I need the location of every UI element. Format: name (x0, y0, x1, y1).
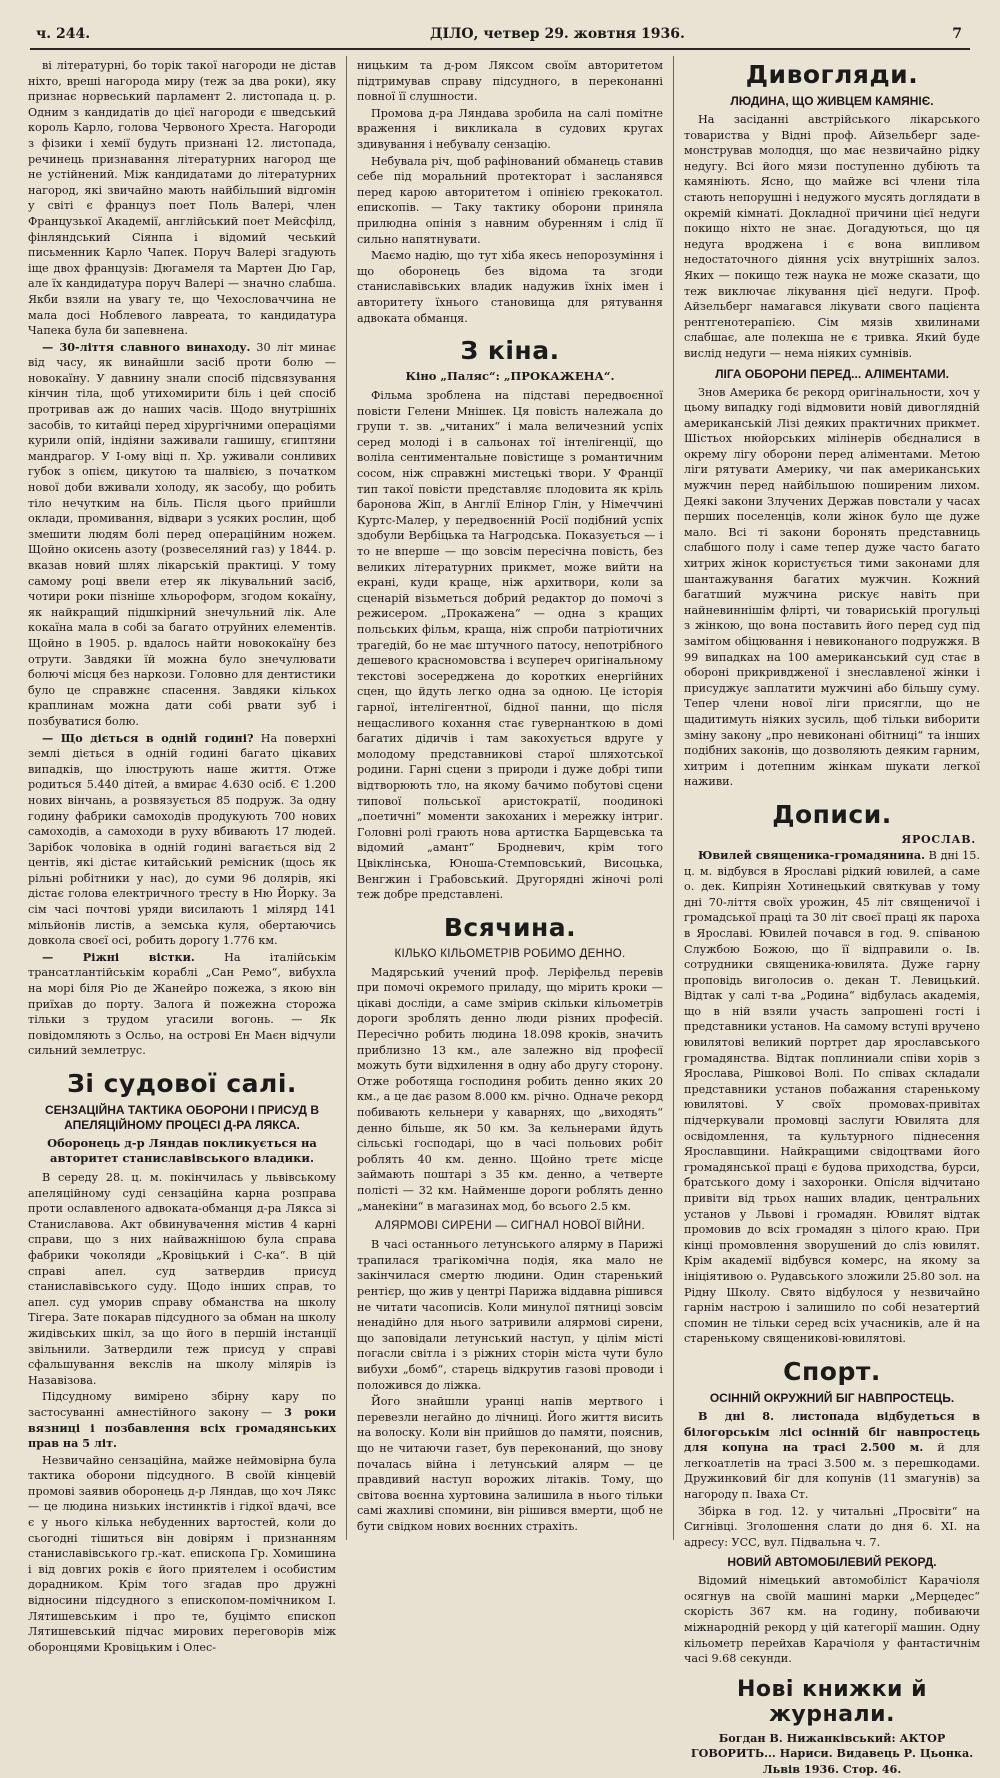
column-2 (357, 58, 663, 1540)
car-record-article: Відомий німецький автомобіліст Карачіоля осягнув на своїй машині марки „Мерцедес“ скорість 367 км. на годину, побиваючи міжнародній рекорд у цій категорії машин. Одну кільометр перейхав Карачіоля у фантастичнім часі 9.68 секунди. (684, 1574, 980, 1666)
cross-country-lead: В дні 8. листопада відбудеться в білогорськім лісі осінній біг навпростець для копуна на трасі 2.500 м. (684, 1408, 980, 1455)
news-item-painkiller (28, 340, 336, 730)
alimony-league-article: Знов Америка бє рекорд оригінальности, хоч у цьому випадку годі відмовити новій дивоглядній американській Лізі деяких практичних прикмет. Шістьох нюйорських мілінерів обєдналися в окрему лігу оборони перед аліментами. Метою ліги рятувати Америку, чи пак американських мужчин перед найбільшою поширеним лихом. Деякі закони Злучених Держав повстали у часах перших поселенців, коли жінок було ще дуже мало. Всі ті закони боронять представниць слабшого полу і саме тепер дуже часто багато хитрих жінок користується тими законами для шантажування багатих мужчин. Кожний багатший мужчина рискує навіть при найневиннішім флірті, чи товариській прогульці з жінкою, що вона поставить його перед суд під замітом обіцювання і невиконаного подружжя. В 99 випадках на 100 американський суд стає в обороні прикривдженої і знеславленої жінки і присуджує заплатити мужчині або більшу суму. Тепер члени нової ліги присягли, що не щадитимуть ніяких зусиль, щоб тільки виборити зміну закону „про невиконані обітниці“ та інших подібних законів, що дозволяють деяким гарним, хитрим і дотепним жінкам шукати легкої наживи. (684, 385, 980, 789)
section-heading-misc: Всячина. (443, 912, 577, 942)
report-text: В дні 15. ц. м. відбувся в Ярославі рідкий ювилей, а саме о. дек. Кипріян Хотинецький святкував у тому дні 70-ліття своїх урожин, 45 літ священичої і громадської праці та 30 літ своєї праці як пароха в Ярославі. Ювилей почався в год. 9. співаною Службою Божою, що її відправили о. Ів. сотрудники священика-ювилята. Дуже гарну проповідь виголосив о. декан Т. Левицький. Відтак у салі т-ва „Родина“ відбулась академія, що в ній взяли участь запрошені гості і представники установ. На самому вступі вручено ювилятові великий портрет дар ярославського громадянства. Відтак поплиниали співи хорів з Ярослава, Рішковоі Волі. По співах складали представники установ побажання старенькому ювилятові. У своїх промовах-привітах підчеркували промовці заслуги Ювилята для освідомлення, та культурного піднесення Ярославщини. Найкращими свідоцтвами його громадянської праці є будова приходства, бурси, братського дому і захоронки. Опісля відчитано привіти від трьох наших владик, центральних установ у Львові і громадян. Ювилят відтак промовив до всіх громадян з цілого краю. При кінці промовлення зворушений до сліз ювилят. Крім академії відбувся комерс, на якому за ініціятивою о. Рудавського зложили 25.80 зол. на Рідну Школу. Свято відбулося у незвичайно гарнім настрою і залишило по собі незатертий спомин не тільки серед всіх учасників, але й на старенькому священикові-ювилятові. (684, 848, 980, 1346)
column-divider-1 (346, 56, 347, 1540)
court-paragraph: В середу 28. ц. м. покінчилась у львівському апеляційному суді сензаційна карна розправа проти ославленого адвоката-обманця д-ра Лякса зі Станиславова. Акт обвинувачення містив 4 карні справи, що з них найважнішою була справа фабрики чоколяди „Кровіцький і С-ка“. В цій справі апел. суд затвердив присуд станиславівського суду. Щодо інших справ, то апел. суд уморив справу обманства на школу Тігера. Зате покарав підсудного за обман на школу жидівських шкіл, за що його в першій інстанції звільнили. Затвердили теж присуд у справі сфальшування векслів на школу мілярів із Назавізова. (28, 1171, 336, 1387)
stone-man-article: На засіданні австрійського лікарського товариства у Відні проф. Айзельберг задемонстрував молодця, що має незвичайно рідку недугу. Всі його мязи поступенно дубіють та камяніють. Ясно, що майже всі члени тіла стають непорушні і недужого мусять доглядати в окремій кімнаті. Докладної причини цієї недуги покищо ніхто не знає. Догадуються, що ця недуга вроджена і є вона випливом недостаточного діяння усіх внутрішніх залоз. Яких — покищо теж наука не може сказати, що теж виключає лікування цієї недуги. Проф. Айзельберг намагався лікувати свого пацієнта рентгенотерапією. Сім мязів хвилинами слабшає, але полекша не є тривка. Який буде вислід недуги — нема ніяких сумнівів. (684, 113, 980, 360)
cross-country-registration: Збірка в год. 12. у читальні „Просвіти“ на Сигнівці. Зголошення слати до дня 6. XI. на адресу: УСС, вул. Підвальна ч. 7. (684, 1504, 980, 1549)
article-title-court: СЕНЗАЦІЙНА ТАКТИКА ОБОРОНИ І ПРИСУД В АПЕЛЯЦІЙНОМУ ПРОЦЕСІ Д-РА ЛЯКСА. (45, 1103, 319, 1132)
cinema-review: Фільма зроблена на підставі передвоєнної повісти Гелени Мнішек. Ця повість належала до групи т. зв. „читаних“ і мала величезний успіх серед молоді і в сальонах тої інтелігенції, що воліла сентиментальне повістище з романтичним сосом, ніж справжні мистецькі твори. У Франції тип такої повісти представляє плодовита як кріль баронова Жіп, в Англії Елінор Глін, у Німеччині Куртс-Малер, у передвоєнній Росії подібний успіх здобули Вербіцька та Нагродська. Показується — і то не вперше — що зовсім пересічна повість, без великих літературних прикмет, може вийти на екрані, куди краще, ніж архитвори, коли за сценарій візьметься добрий редактор до помочі з режисером. „Прокажена“ — одна з кращих польських фільм, краща, ніж спроби патріотичних трагедій, бо не має штучного патосу, непотрібного дешевого красномовства і всупереч оригінальному текстові зосереджена до коротких енергійних сцен, що йдуть легко одна за одною. Це історія гарної, інтелігентної, бідної панни, що після нещасливого кохання стає гувернанткою в домі багатих дідичів і там закохується вдруге у молодому представникові старої шляхотської родини. Гарні сцени з природи і дуже добрі типи відтворюють тло, на якому бачимо побутові сцени типової польської аристократії, поодинокі „поетичні“ моменти закоханих і мережку інтриг. Головні ролі грають нова артистка Барщевська та відомий „амант“ Бродневич, крім того Цвіклінська, Юноша-Стемповський, Висоцька, Венгжин і Грабовський. Другорядні жіночі ролі теж добре представлені. (357, 389, 663, 902)
court-continuation: Промова д-ра Ляндава зробила на салі помітне враження і викликала в судових кругах здивування і небувалу сензацію. (357, 106, 663, 151)
masthead-date: ДІЛО, четвер 29. жовтня 1936. (430, 26, 685, 42)
jubilee-report (684, 848, 980, 1347)
page-number: 7 (952, 26, 962, 42)
section-heading-wonders: Дивогляди. (745, 60, 919, 89)
verdict-sentence: 3 роки вязниці і позбавлення всіх громадянських прав на 5 літ. (28, 1404, 336, 1451)
issue-number: ч. 244. (36, 26, 91, 42)
cinema-subheading: Кіно „Паляс“: „ПРОКАЖЕНА“. (405, 369, 615, 384)
court-continuation: ницьким та д-ром Ляксом своїм авторитетом підтримував справу підсудного, в переконанні повної її слушности. (357, 59, 663, 104)
book-entry: Богдан В. Нижанківський: АКТОР ГОВОРИТЬ... Нариси. Видавець Р. Цьонка. Львів 1936. Стор. 46. (690, 1730, 974, 1777)
news-item-lead: — Що діється в одній годині? (42, 730, 254, 745)
cross-country-text: й для легкоатлетів на трасі 3.500 м. з перешкодами. Дружинковий біг для копунів (11 змагунів) за нагороду п. Іваха Ст. (684, 1441, 980, 1501)
cross-country-article (684, 1409, 980, 1503)
article-title-sirens: АЛЯРМОВІ СИРЕНИ — СИГНАЛ НОВОЇ ВІЙНИ. (375, 1220, 645, 1233)
article-title-stone-man: ЛЮДИНА, ЩО ЖИВЦЕМ КАМЯНІЄ. (730, 94, 934, 108)
column-divider-2 (673, 56, 674, 1540)
report-place: ЯРОСЛАВ. (901, 832, 976, 846)
court-paragraph: Незвичайно сензаційна, майже неймовірна була тактика оборони підсудного. В своїй кінцевій промові заявив оборонець д-р Ляндав, що хоч Лякс — це людина низьких інстинктів і гідкої вдачі, все є у нього кілька небуденних вартостей, коли до сьогодні тішиться він довірям і признанням станиславівського гр.-кат. епископа Гр. Хомишина і від довгих років є його приятелем і особистим дорадником. Крім того згадав про дружні відносини підсудного з епископом-помічником І. Лятишевським і про те, буцімто єпископ Лятишевський підчас мирових переговорів між оборонцями Кровіцьким і Олес- (28, 1453, 336, 1654)
kilometers-article: Мадярський учений проф. Леріфельд перевів при помочі окремого приладу, що мірить кроки — цікаві досліди, а саме змірив скільки кільометрів дороги зроблять денно люди різних професій. Пересічно робить людина 18.098 кроків, значить приблизно 13 км., але залежно від професії можуть бути відхилення в одну або другу сторону. Отже роботяща господиня робить денно яких 20 км., а це дає разом 8.000 км. річно. Одначе рекорд побивають кельнери у каварнях, що „виходять“ денно більше, як 50 км. За кельнерами йдуть сільські господарі, що в часі польових робіт роблять 40 км. денно. Щойно третє місце займають поштарі з 35 км. денно, а четверте полісті — 32 км. Найменше дороги роблять денно „манекіни“ в магазинах мод, бо всього 2.5 км. (357, 965, 663, 1213)
article-title-car-record: НОВИЙ АВТОМОБІЛЕВИЙ РЕКОРД. (727, 1555, 937, 1570)
article-title-cross-country: ОСІННІЙ ОКРУЖНИЙ БІГ НАВПРОСТЕЦЬ. (709, 1390, 955, 1405)
sirens-article: В часі останнього летунського алярму в Парижі трапилася трагікомічна подія, яка мало не закінчилася смертю людини. Один старенький рентієр, що жив у центрі Парижа віддавна рішився не читати часописів. Коли минулої пятниці зовсім ненадійно для нього затривили алярмові сирени, що заповідали летунський наступ, у цілім місті погасли світла і з ріжних сторін міста чути було вибухи „бомб“, старець відкрутив газові проводи і положився до ліжка. (357, 1238, 663, 1392)
news-item-various (28, 950, 336, 1059)
verdict-text: Підсудному вимірено збірну кару по застосуванні амнестійного закону — (28, 1390, 336, 1419)
section-heading-sport: Спорт. (783, 1356, 881, 1386)
article-title-alimony-league: ЛІГА ОБОРОНИ ПЕРЕД... АЛІМЕНТАМИ. (715, 366, 949, 381)
section-heading-court: Зі судової салі. (67, 1069, 297, 1098)
news-item-one-hour (28, 731, 336, 949)
news-item-text: На поверхні землі діється в одній годині багато цікавих випадків, що ілюструють наше життя. Отже родиться 5.440 дітей, а вмирає 4.630 осіб. Є 1.200 нових вінчань, а розвязується 85 подруж. За одну годину фабрики самоходів продукують 700 нових самоходів, а самоходи в руху вбивають 17 людей. Зарібок чоловіка в одній годині вагається від 2 центів, які дістає китайський ремісник (щось як рільні робітники у нас), до суми 96 долярів, які дістає голова електричного тресту в Ню Йорку. За сім часі почтові уряди висилають 1 мілярд 141 мільйонів листів, а земська куля, обертаючись довкола своєї осі, робить дорогу 1.776 км. (28, 731, 336, 948)
article-subtitle-court: Оборонець д-р Ляндав покликується на авторитет станиславівського владики. (47, 1136, 317, 1165)
article-title-kilometers: КІЛЬКО КІЛЬОМЕТРІВ РОБИМО ДЕННО. (394, 947, 626, 960)
sirens-article-cont: Його знайшли уранці напів мертвого і перевезли негайно до лічниці. Його життя висить на волоску. Коли він прийшов до памяти, пояснив, що не читаючи газет, був переконаний, що знову почалась війна і летунський алярм — це правдивий наступ ворожих літаків. Тому, що світова воєнна хуртовина залишила в нього тільки самі жахливі спомини, він рішився вмерти, щоб не бути свідком нових воєнних страхіть. (357, 1395, 663, 1533)
section-heading-books: Нові книжки й журнали. (736, 1676, 927, 1727)
column-3 (684, 58, 980, 1777)
section-heading-reports: Дописи. (772, 799, 892, 829)
page-header (30, 24, 970, 50)
news-item-text: 30 літ минає від часу, як винайшли засіб проти болю — новокаїну. У давнину знали спосіб підсвязування кінчин тіла, щоб утихомирити біль і цей спосіб протривав аж до наших часів. Щодо внутрішніх засобів, то китайці перед хірургічними операціями курили опій, індіяни заживали гашишу, єгиптяни мандрагор. У І-ому віці п. Хр. уживали сонливих губок з опієм, цикутою та шалвією, з початком нової доби вживали холоду, як засобу, що робить тіло нечутким на біль. Після цього прийшли оклади, промивання, відвари з усяких рослин, щоб змешити людям болі перед операційним ножем. Щойно окисень азоту (розвеселяний газ) у 1844. р. вказав новий шлях лікарській практиці. У тому самому році ввели етер як лікувальний засіб, чотири роки пізніше хльороформ, згодом кокаїну, як найкращий підшкірний знечульний лік. Але кокаїна мала в собі за багато отруйних елементів. Щойно в 1905. р. вдалось найти новококаїну без отрути. Завдяки їй можна було знечулювати болючі місця без наркози. Головно для дентистики було це справжнє спасення. Завдяки кількох краплинам можна дати собі рвати зуб і позбуватися болю. (28, 340, 336, 728)
news-item-lead: — 30-ліття славного винаходу. (42, 339, 251, 354)
court-continuation: Маємо надію, що тут хіба якесь непорозуміння і що оборонець без відома та згоди станиславівських владик надужив їхніх імен і авторитету їхнього становища для рятування адвоката обманця. (357, 249, 663, 325)
news-item-text: На італійськім трансатлантійськім кораблі „Сан Ремо“, вибухла на морі біля Ріо де Жанейро пожежа, з якою він приїхав до порту. Залога й пожежна сторожа тільки з трудом угасили вогонь. — Як повідомляють з Осльо, на острові Ен Маєн відчули сильний землетрус. (28, 950, 336, 1058)
court-verdict-paragraph (28, 1389, 336, 1451)
column-1 (28, 58, 336, 1654)
nobel-prize-text: ві літературні, бо торік такої нагороди не дістав ніхто, вреші нагорода миру (теж за два роки), яку признає норвеський парламент 2. листопада ц. р. Одним з кандидатів до цієї нагороди є шведський король Карло, голова Червоного Хреста. Нагороди з фізики і хемії будуть признані 12. листопада, речинець признавання літературних нагород ще не устійнений. Між кандидатами до літературних нагород, які звичайно мають найбільший відгомін у світі є француз поет Поль Валері, член Французької Академії, англійський поет Мейсфілд, фінляндський Сіянпа і відомий чеський письменник Карло Чапек. Поруч Валері згадують іще двох французів: Дюгамеля та Мартен Дю Гар, але їх кандидатура поруч Валері — значно слабша. Якби взяли на увагу те, що Чехословаччина не мала досі Ноблевого лавреата, то кандидатура Чапека була би запевнена. (28, 59, 336, 338)
court-continuation: Небувала річ, щоб рафінований обманець ставив себе під моральний протекторат і засланявся перед карою авторитетом і опінією грекокатол. епископів. — Таку тактику оборони приняла прилюдна опінія з навним обуренням і слід її сильно напятнувати. (357, 154, 663, 246)
report-lead: Ювилей священика-громадянина. (698, 847, 925, 862)
section-heading-cinema: З кіна. (460, 336, 560, 366)
news-item-lead: — Ріжні вістки. (42, 949, 195, 964)
